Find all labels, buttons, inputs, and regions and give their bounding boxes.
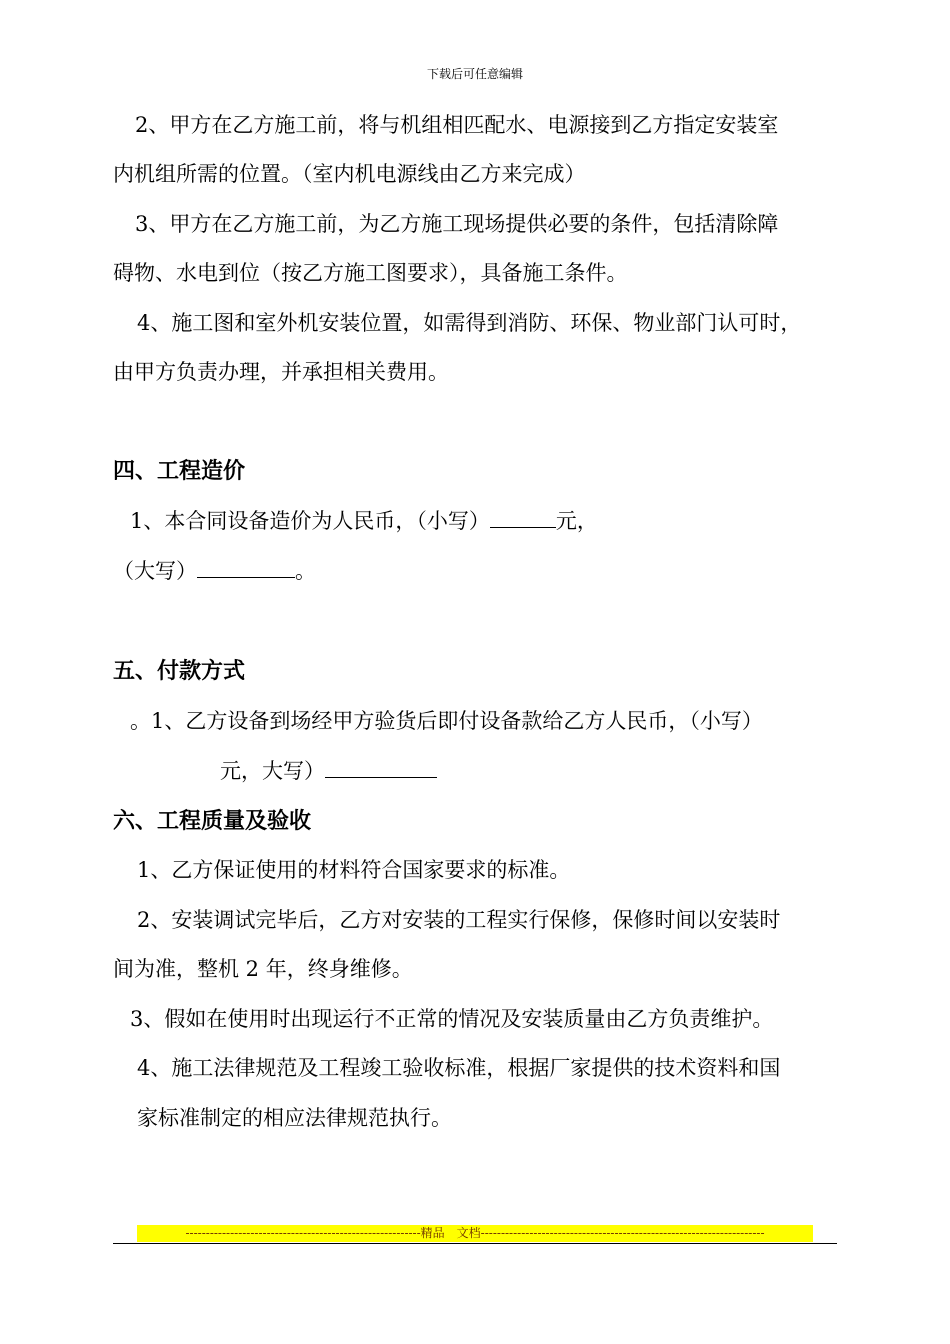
footer-label: 精品 文档 xyxy=(420,1226,481,1240)
paragraph-line: 3、甲方在乙方施工前，为乙方施工现场提供必要的条件，包括清除障 xyxy=(135,212,779,236)
footer-rule xyxy=(113,1243,837,1244)
cost-capital-label: （大写） xyxy=(113,559,197,583)
section-heading-quality: 六、工程质量及验收 xyxy=(113,809,312,834)
section-heading-payment: 五、付款方式 xyxy=(113,659,246,684)
paragraph-line: 碍物、水电到位（按乙方施工图要求），具备施工条件。 xyxy=(113,261,628,285)
cost-capital-blank xyxy=(197,557,295,578)
footer-dashes-right: ---------------------------------------------------------------------- xyxy=(480,1226,765,1240)
quality-line: 间为准，整机 2 年，终身维修。 xyxy=(113,957,413,981)
page-header: 下载后可任意编辑 xyxy=(426,67,523,81)
paragraph-line: 内机组所需的位置。（室内机电源线由乙方来完成） xyxy=(113,162,586,186)
paragraph-line: 由甲方负责办理，并承担相关费用。 xyxy=(113,360,449,384)
section-heading-cost: 四、工程造价 xyxy=(113,459,246,484)
cost-small-blank xyxy=(490,507,556,528)
paragraph-line: 2、甲方在乙方施工前，将与机组相匹配水、电源接到乙方指定安装室 xyxy=(135,113,779,137)
payment-line: 。1、乙方设备到场经甲方验货后即付设备款给乙方人民币，（小写） xyxy=(130,709,763,733)
cost-small-label: 1、本合同设备造价为人民币，（小写） xyxy=(130,509,490,533)
cost-line-small xyxy=(130,507,598,535)
payment-line-capital xyxy=(220,757,437,785)
payment-capital-label: 元，大写） xyxy=(220,759,325,783)
quality-line: 家标准制定的相应法律规范执行。 xyxy=(137,1106,452,1130)
cost-capital-suffix: 。 xyxy=(295,559,316,583)
payment-capital-blank xyxy=(325,757,437,778)
paragraph-line: 4、施工图和室外机安装位置，如需得到消防、环保、物业部门认可时， xyxy=(137,311,802,335)
quality-line: 1、乙方保证使用的材料符合国家要求的标准。 xyxy=(137,858,571,882)
quality-line: 3、假如在使用时出现运行不正常的情况及安装质量由乙方负责维护。 xyxy=(130,1007,774,1031)
footer-band xyxy=(137,1225,813,1242)
cost-line-capital xyxy=(113,557,316,585)
quality-line: 2、安装调试完毕后，乙方对安装的工程实行保修，保修时间以安装时 xyxy=(137,908,781,932)
quality-line: 4、施工法律规范及工程竣工验收标准，根据厂家提供的技术资料和国 xyxy=(137,1056,781,1080)
cost-small-suffix: 元， xyxy=(555,509,598,533)
footer-dashes-left: ---------------------------------------------------------- xyxy=(185,1226,421,1240)
